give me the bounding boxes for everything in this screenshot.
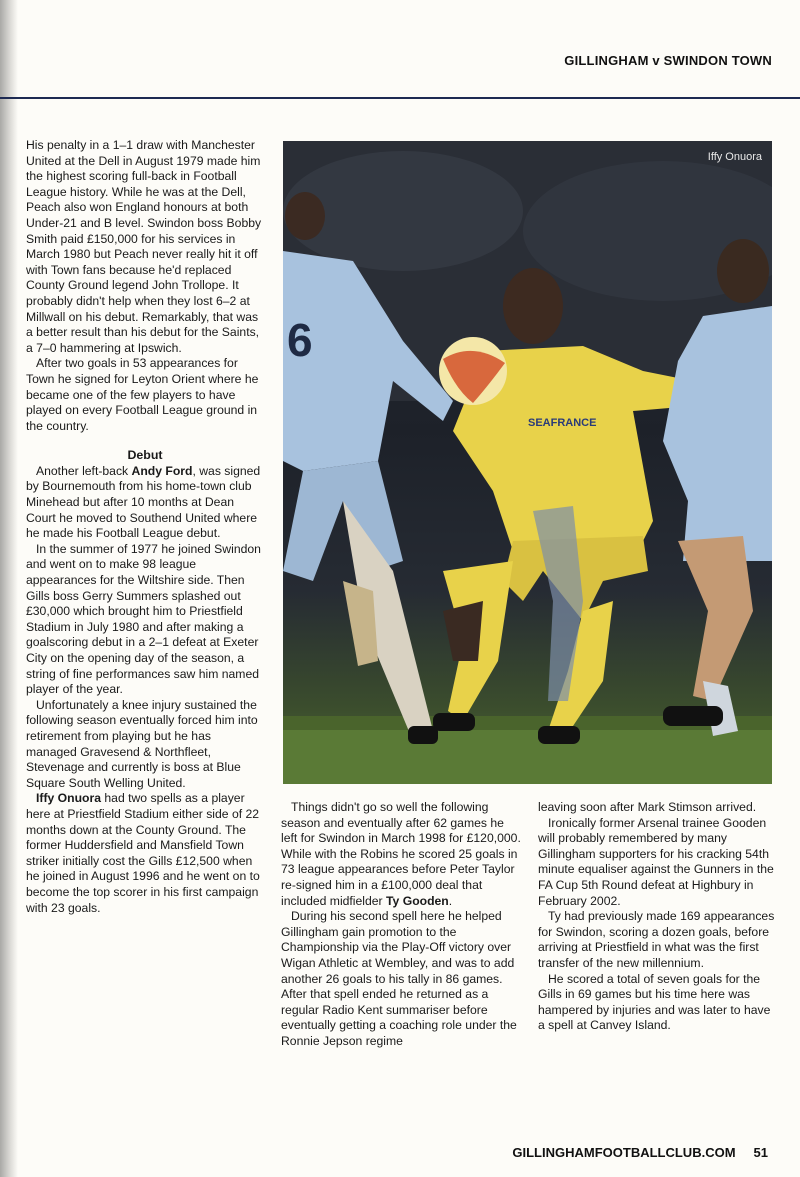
paragraph: In the summer of 1977 he joined Swindon and went on to make 98 league appearances for the Wiltshire side. Then Gills boss Gerry Summers splashed out £30,000 which brought him to Priestfield Stadium in July 1980 and after making a goalscoring debut in a 2–1 defeat at Exeter City on the opening day of the season, a string of fine performances saw him named player of the year. <box>26 541 261 697</box>
player-name: Andy Ford <box>131 463 193 478</box>
shirt-sponsor: SEAFRANCE <box>528 417 597 429</box>
paragraph: He scored a total of seven goals for the Gills in 69 games but his time here was hampered by injuries and was later to have a spell at Canvey Island. <box>538 971 771 1033</box>
text-run: , was signed by Bournemouth from his home-town club Minehead but after 10 months at Dean Court he moved to Southend United where he made his Football League debut. <box>26 463 261 541</box>
footer-website: GILLINGHAMFOOTBALLCLUB.COM <box>512 1145 736 1160</box>
player-name: Ty Gooden <box>386 893 449 908</box>
page-footer <box>512 1145 768 1160</box>
article-column-1 <box>26 138 264 916</box>
header-rule <box>0 97 800 99</box>
match-photo <box>283 141 772 784</box>
text-run: . <box>448 893 453 908</box>
page-spine-shadow <box>0 0 18 1177</box>
paragraph: During his second spell here he helped Gillingham gain promotion to the Championship via the Play-Off victory over Wigan Athletic at Wembley, and was to add another 26 goals to his tally in 86 games. After that spell ended he returned as a regular Radio Kent summariser before eventually getting a coaching role under the Ronnie Jepson regime <box>281 909 517 1048</box>
article-column-3 <box>538 800 776 1034</box>
paragraph <box>26 464 264 542</box>
paragraph: After two goals in 53 appearances for Town he signed for Leyton Orient where he became one of the few players to have played on every Football League ground in the country. <box>26 356 259 433</box>
paragraph: Ty had previously made 169 appearances for Swindon, scoring a dozen goals, before arriving at Priestfield in what was the first transfer of the new millennium. <box>538 909 775 970</box>
paragraph: Ironically former Arsenal trainee Gooden will probably remembered by many Gillingham supporters for his cracking 54th minute equaliser against the Gunners in the FA Cup 5th Round defeat at Highbury in February 2002. <box>538 815 774 908</box>
page-header-title: GILLINGHAM v SWINDON TOWN <box>564 53 772 68</box>
text-run: had two spells as a player here at Priestfield Stadium either side of 22 months down at the County Ground. The former Huddersfield and Mansfield Town striker initially cost the Gills £12,500 when he joined in August 1996 and he went on to become the top scorer in his first campaign with 23 goals. <box>26 791 260 915</box>
paragraph: leaving soon after Mark Stimson arrived. <box>538 800 757 814</box>
article-column-2 <box>281 800 521 1050</box>
text-run: Another left-back <box>36 463 132 478</box>
photo-caption: Iffy Onuora <box>707 151 762 163</box>
paragraph: His penalty in a 1–1 draw with Manchester United at the Dell in August 1979 made him the highest scoring full-back in Football League history. While he was at the Dell, Peach also won England honours at both Under-21 and B level. Swindon boss Bobby Smith paid £150,000 for his services in March 1980 but Peach never really hit it off with Town fans because he'd replaced County Ground legend John Trollope. It probably didn't help when they lost 6–2 at Millwall on his debut. Remarkably, that was a better result than his debut for the Saints, a 7–0 hammering at Ipswich. <box>26 138 262 355</box>
text-run: Things didn't go so well the following season and eventually after 62 games he left for Swindon in March 1998 for £120,000. While with the Robins he scored 25 goals in 73 league appearances before Peter Taylor re-signed him in a £100,000 deal that included midfielder <box>281 800 521 908</box>
page-number: 51 <box>753 1145 768 1160</box>
subheading: Debut <box>127 448 163 463</box>
player-name: Iffy Onuora <box>36 791 102 806</box>
paragraph <box>26 791 264 916</box>
paragraph <box>281 800 521 909</box>
photo-illustration <box>283 141 772 784</box>
paragraph: Unfortunately a knee injury sustained the following season eventually forced him into retirement from playing but he has managed Gravesend & Northfleet, Stevenage and currently is boss at Blue Square South Welling United. <box>26 697 258 790</box>
shirt-number: 6 <box>287 314 313 366</box>
